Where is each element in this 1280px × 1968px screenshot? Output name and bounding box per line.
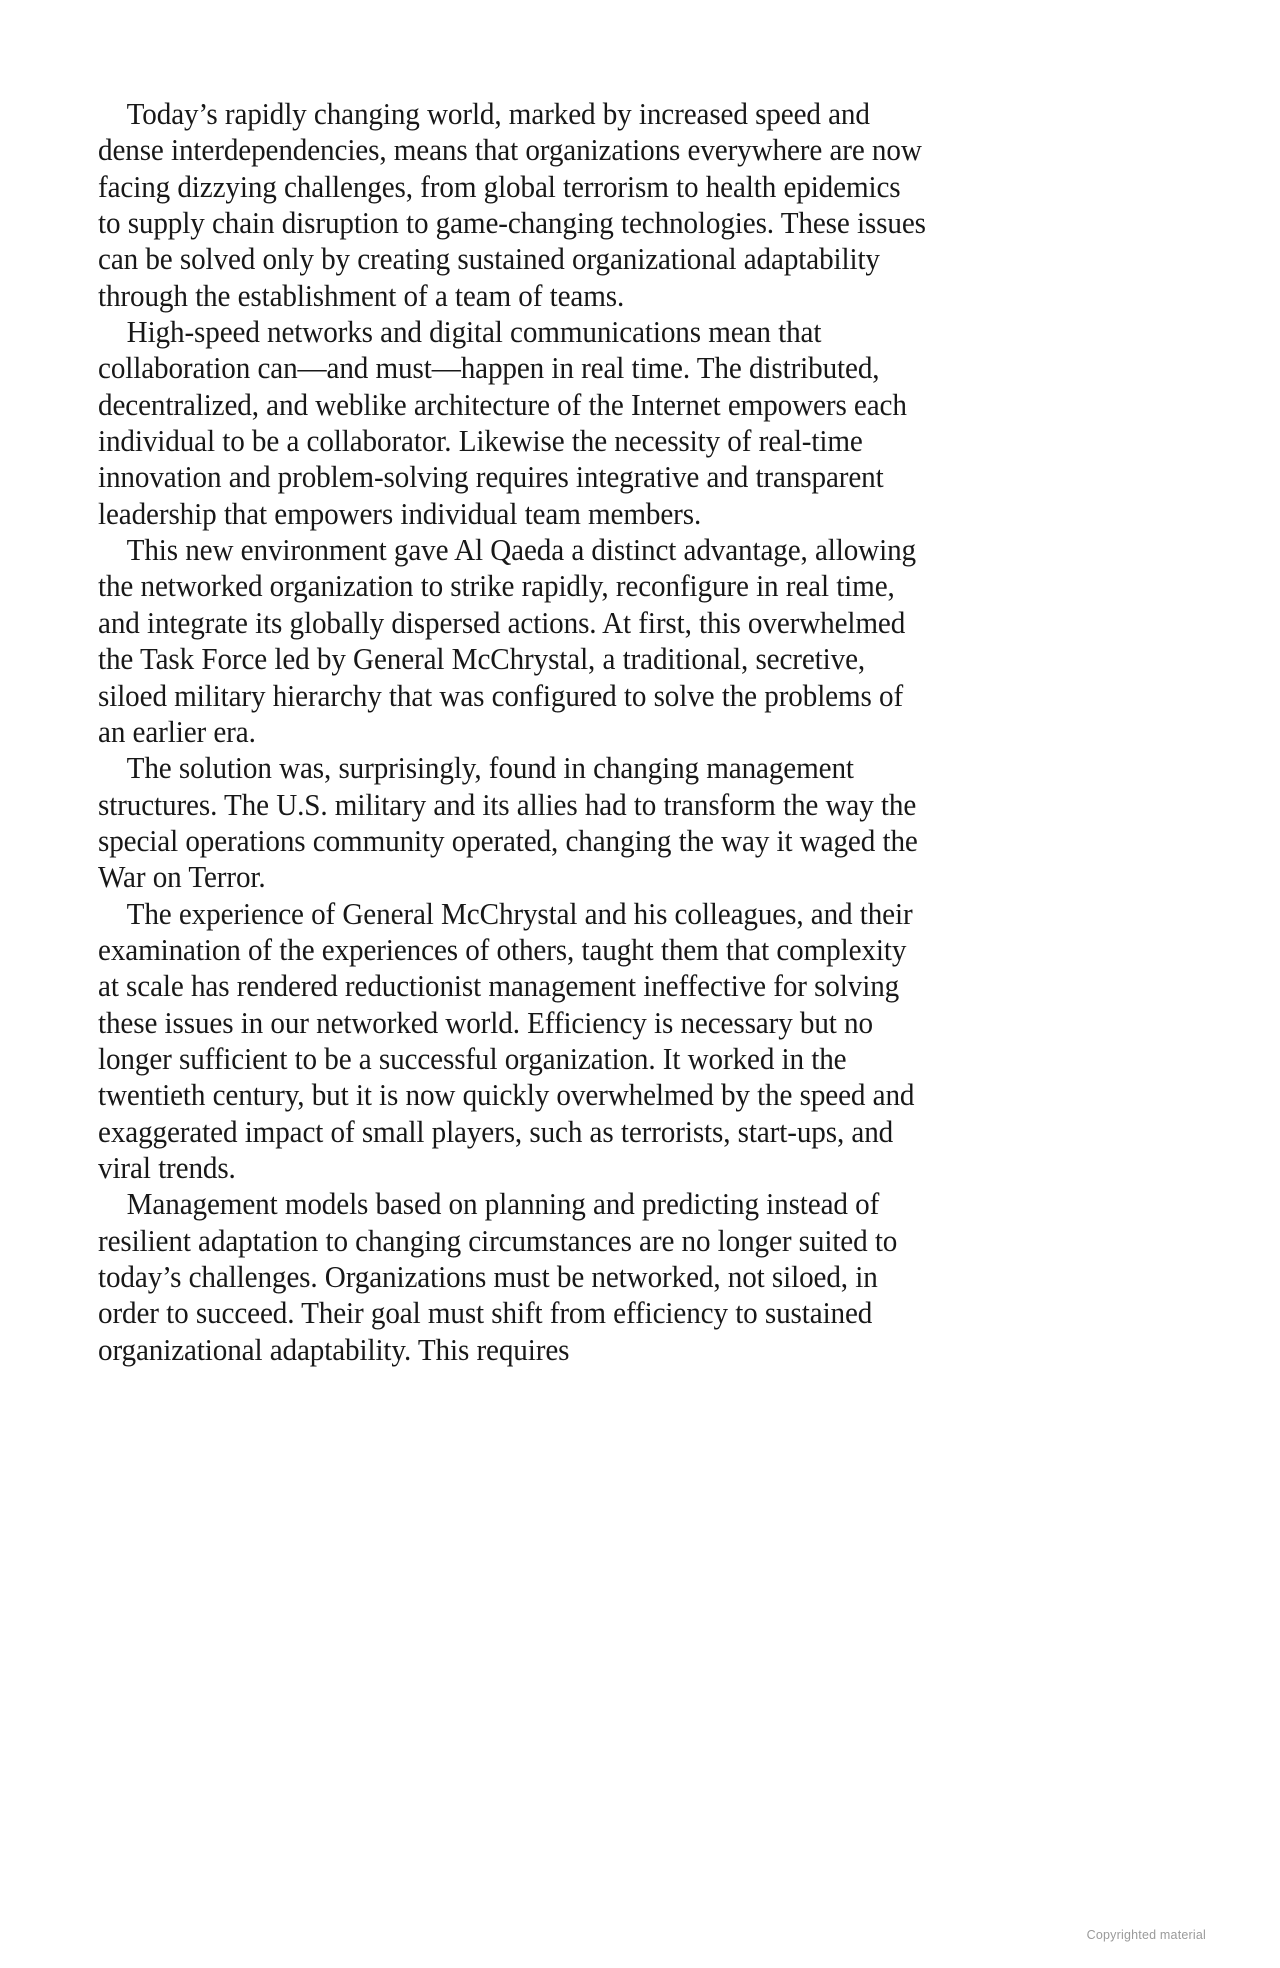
paragraph-2 xyxy=(98,314,930,532)
copyright-notice: Copyrighted material xyxy=(1086,1928,1206,1942)
paragraph-1 xyxy=(98,96,930,314)
paragraph-1-text: Today’s rapidly changing world, marked by increased speed and dense interdependencies, means that organizations everywhere are now facing dizzying challenges, from global terrorism to health epidemics to supply chain disruption to game-changing technologies. These issues can be solved only by creating sustained organizational adaptability through the establishment of a team of teams. xyxy=(98,97,926,313)
paragraph-5 xyxy=(98,896,930,1187)
paragraph-6-text: Management models based on planning and predicting instead of resilient adaptation to changing circumstances are no longer suited to today’s challenges. Organizations must be networked, not siloed, in order to succeed. Their goal must shift from efficiency to sustained organizational adaptability. This requires xyxy=(98,1187,898,1367)
paragraph-4 xyxy=(98,750,930,895)
page-text-column xyxy=(98,96,930,1368)
paragraph-4-text: The solution was, surprisingly, found in changing management structures. The U.S. military and its allies had to transform the way the special operations community operated, changing the way it waged the War on Terror. xyxy=(98,751,918,895)
paragraph-6 xyxy=(98,1186,930,1368)
paragraph-3-text: This new environment gave Al Qaeda a distinct advantage, allowing the networked organization to strike rapidly, reconfigure in real time, and integrate its globally dispersed actions. At first, this overwhelmed the Task Force led by General McChrystal, a traditional, secretive, siloed military hierarchy that was configured to solve the problems of an earlier era. xyxy=(98,533,916,749)
paragraph-5-text: The experience of General McChrystal and his colleagues, and their examination of the experiences of others, taught them that complexity at scale has rendered reductionist management ineffective for solving these issues in our networked world. Efficiency is necessary but no longer sufficient to be a successful organization. It worked in the twentieth century, but it is now quickly overwhelmed by the speed and exaggerated impact of small players, such as terrorists, start-ups, and viral trends. xyxy=(98,896,915,1185)
paragraph-3 xyxy=(98,532,930,750)
paragraph-2-text: High-speed networks and digital communications mean that collaboration can—and must—happen in real time. The distributed, decentralized, and weblike architecture of the Internet empowers each individual to be a collaborator. Likewise the necessity of real-time innovation and problem-solving requires integrative and transparent leadership that empowers individual team members. xyxy=(98,315,907,531)
